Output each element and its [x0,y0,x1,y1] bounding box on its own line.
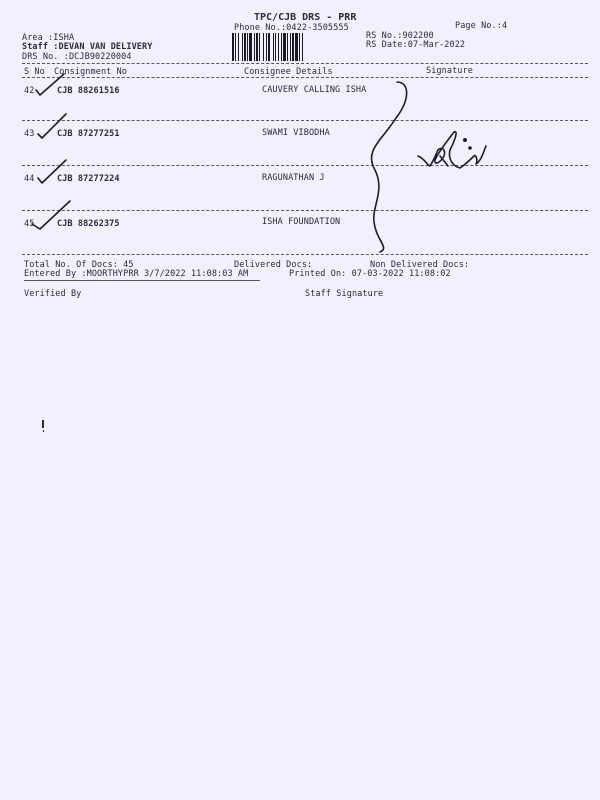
row-sno: 44 [24,174,35,184]
non-delivered-docs: Non Delivered Docs: [370,260,470,270]
row-sno: 42 [24,86,35,96]
page-number: Page No.:4 [455,21,508,31]
printed-on: Printed On: 07-03-2022 11:08:02 [289,269,451,279]
total-docs: Total No. Of Docs: 45 [24,260,134,270]
staff-signature-label: Staff Signature [305,289,384,299]
divider [22,210,588,211]
area-field: Area :ISHA [22,33,75,43]
divider [22,254,588,255]
staff-field: Staff :DEVAN VAN DELIVERY [22,42,153,52]
stray-mark [43,430,44,432]
divider [22,120,588,121]
column-header-consignee: Consignee Details [244,67,333,77]
underline [24,280,260,281]
entered-by: Entered By :MOORTHYPRR 3/7/2022 11:08:03 AM [24,269,249,279]
divider [22,63,588,64]
row-consignee: CAUVERY CALLING ISHA [262,85,367,95]
row-consignee: ISHA FOUNDATION [262,217,341,227]
rs-number: RS No.:902200 [366,31,434,41]
divider [22,77,588,78]
barcode-image [232,33,356,61]
column-header-signature: Signature [426,66,473,76]
document-title: TPC/CJB DRS - PRR [254,12,357,23]
brace-mark [371,82,406,252]
row-consignment-no: CJB 88261516 [57,86,120,96]
row-consignment-no: CJB 87277251 [57,129,120,139]
phone-number: Phone No.:0422-3505555 [234,23,349,33]
row-consignee: RAGUNATHAN J [262,173,325,183]
drs-number: DRS No. :DCJB90220004 [22,52,132,62]
column-header-consignment: Consignment No [54,67,128,77]
row-consignee: SWAMI VIBODHA [262,128,330,138]
column-header-sno: S No [24,67,45,77]
rs-date: RS Date:07-Mar-2022 [366,40,466,50]
delivered-docs: Delivered Docs: [234,260,313,270]
signature-scribble [418,132,486,168]
row-consignment-no: CJB 88262375 [57,219,120,229]
verified-by-label: Verified By [24,289,82,299]
row-sno: 43 [24,129,35,139]
divider [22,165,588,166]
row-consignment-no: CJB 87277224 [57,174,120,184]
stray-mark [42,420,44,428]
row-sno: 45 [24,219,35,229]
